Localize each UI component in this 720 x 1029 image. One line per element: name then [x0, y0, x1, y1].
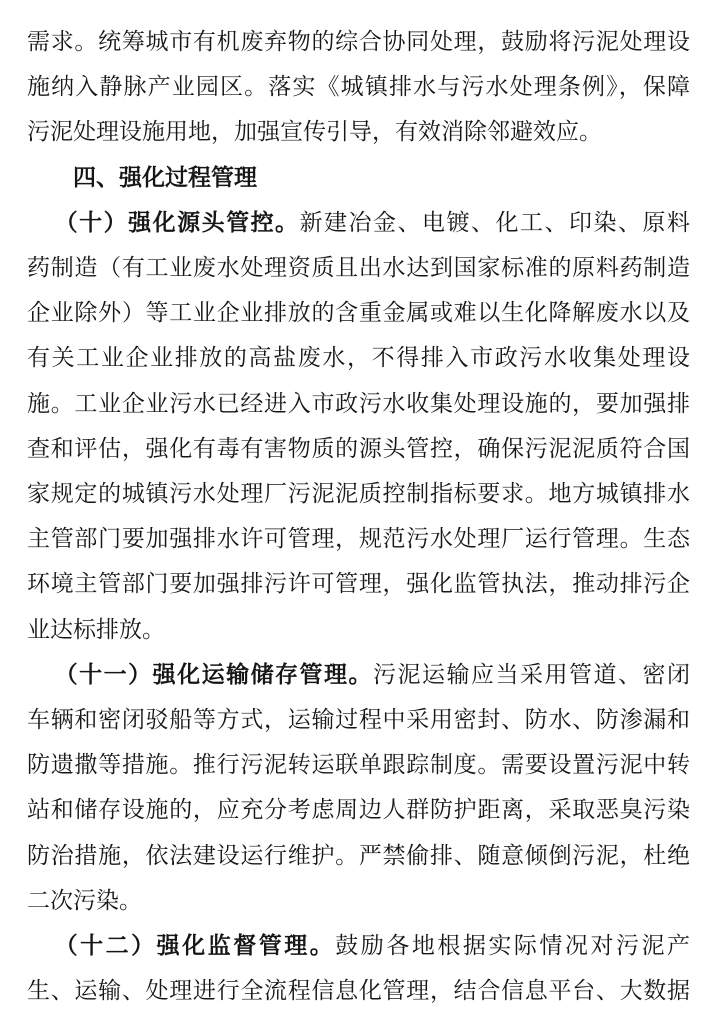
text-line	[27, 923, 690, 968]
section-heading	[27, 155, 690, 200]
text-line	[27, 968, 690, 1013]
bold-lead-in-text: （十）强化源头管控。	[54, 209, 300, 235]
body-text: 有关工业企业排放的高盐废水，不得排入市政污水收集处理设	[27, 345, 690, 371]
body-text: 业达标排放。	[27, 616, 165, 642]
text-line	[27, 109, 690, 154]
text-line	[27, 878, 690, 923]
text-line	[27, 561, 690, 606]
text-line	[27, 381, 690, 426]
text-line	[27, 516, 690, 561]
body-text: 鼓励各地根据实际情况对污泥产	[335, 933, 691, 959]
text-line	[27, 64, 690, 109]
text-line	[27, 787, 690, 832]
text-line	[27, 471, 690, 516]
body-text: 二次污染。	[27, 887, 142, 913]
body-text: 污泥运输应当采用管道、密闭	[373, 661, 691, 687]
text-line	[27, 833, 690, 878]
body-text: 防遗撒等措施。推行污泥转运联单跟踪制度。需要设置污泥中转	[27, 752, 690, 778]
text-line	[27, 290, 690, 335]
body-text: 企业除外）等工业企业排放的含重金属或难以生化降解废水以及	[27, 300, 690, 326]
body-text: 施纳入静脉产业园区。落实《城镇排水与污水处理条例》，保障	[27, 74, 690, 100]
text-line	[27, 335, 690, 380]
body-text: 需求。统筹城市有机废弃物的综合协同处理，鼓励将污泥处理设	[27, 29, 690, 54]
body-text: 药制造（有工业废水处理资质且出水达到国家标准的原料药制造	[27, 255, 690, 281]
body-text: 主管部门要加强排水许可管理，规范污水处理厂运行管理。生态	[27, 526, 690, 552]
body-text: 查和评估，强化有毒有害物质的源头管控，确保污泥泥质符合国	[27, 435, 690, 461]
text-line	[27, 742, 690, 787]
text-line	[27, 245, 690, 290]
body-text: 污泥处理设施用地，加强宣传引导，有效消除邻避效应。	[27, 119, 602, 145]
body-text: 施。工业企业污水已经进入市政污水收集处理设施的，要加强排	[27, 390, 690, 416]
text-line	[27, 652, 690, 697]
text-line	[27, 697, 690, 742]
text-line	[27, 607, 690, 652]
body-text: 家规定的城镇污水处理厂污泥泥质控制指标要求。地方城镇排水	[27, 481, 690, 507]
body-text: 环境主管部门要加强排污许可管理，强化监管执法，推动排污企	[27, 571, 690, 597]
text-line	[27, 19, 690, 64]
bold-lead-in-text: （十一）强化运输储存管理。	[54, 661, 374, 687]
text-line	[27, 426, 690, 471]
body-text: 防治措施，依法建设运行维护。严禁偷排、随意倾倒污泥，杜绝	[27, 842, 690, 868]
body-text: 新建冶金、电镀、化工、印染、原料	[299, 209, 691, 235]
text-line	[27, 200, 690, 245]
body-text: 生、运输、处理进行全流程信息化管理，结合信息平台、大数据	[27, 978, 690, 1004]
bold-lead-in-text: 四、强化过程管理	[73, 163, 257, 190]
body-text: 站和储存设施的，应充分考虑周边人群防护距离，采取恶臭污染	[27, 797, 690, 823]
document-body	[27, 19, 690, 1013]
bold-lead-in-text: （十二）强化监督管理。	[54, 933, 336, 959]
body-text: 车辆和密闭驳船等方式，运输过程中采用密封、防水、防渗漏和	[27, 707, 690, 733]
